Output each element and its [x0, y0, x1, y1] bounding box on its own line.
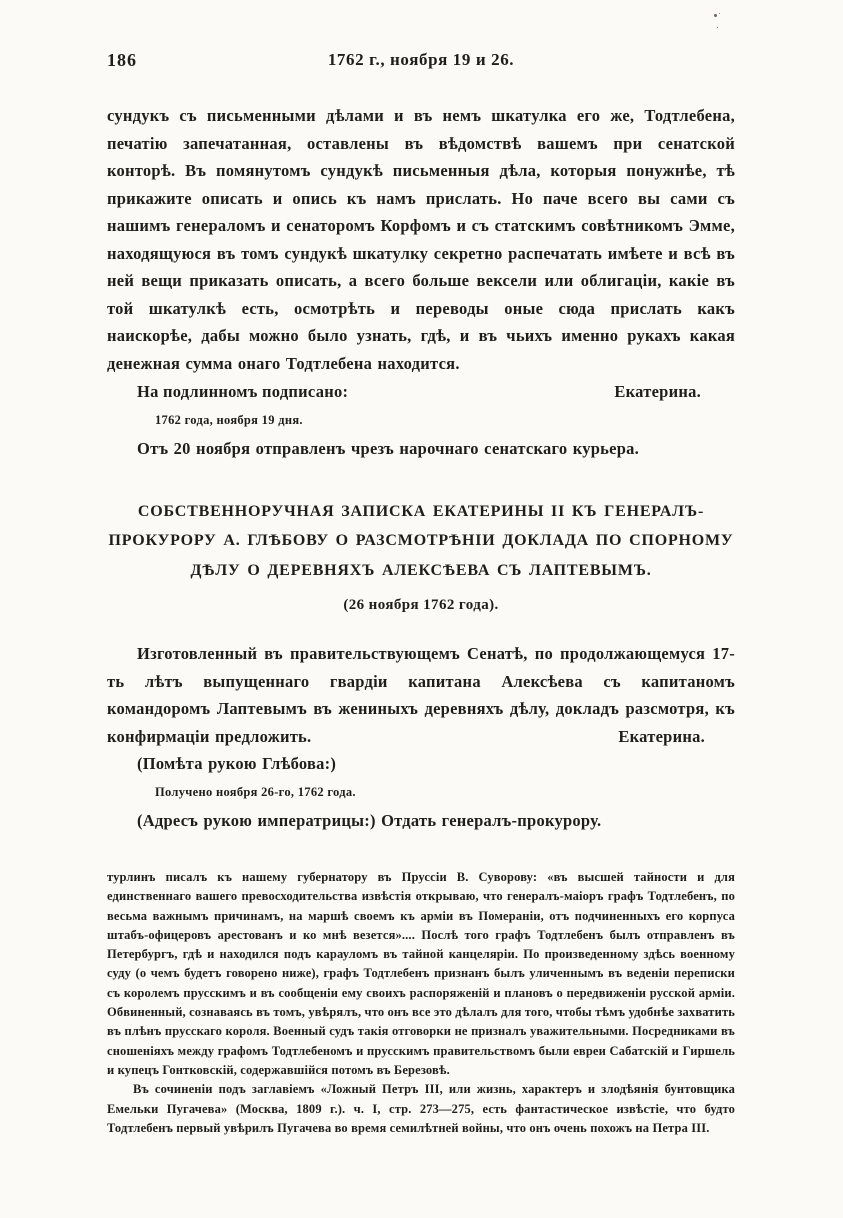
letter-body: сундукъ съ письменными дѣлами и въ немъ шкатулка его же, Тодтлебена, печатію запечатанная, оставлены въ вѣдомствѣ вашемъ при сенатской конторѣ. Въ помянутомъ сундукѣ письменныя дѣла, которыя понужнѣе, тѣ прикажите описать и опись къ намъ прислать. Но паче всего вы сами съ нашимъ генераломъ и сенаторомъ Корфомъ и съ статскимъ совѣтникомъ Эмме, находящуюся въ томъ сундукѣ шкатулку секретно распечатать имѣете и всѣ въ ней вещи приказать описать, а всего больше вексели или облигаціи, какіе въ той шкатулкѣ есть, осмотрѣть и переводы оные сюда прислать какъ наискорѣе, дабы можно было узнать, гдѣ, и въ чьихъ именно рукахъ какая денежная сумма онаго Тодтлебена находится. — [107, 106, 735, 373]
footnote-paragraph-2: Въ сочиненіи подъ заглавіемъ «Ложный Петръ III, или жизнь, характеръ и злодѣянія бунтовщика Емельки Пугачева» (Москва, 1809 г.). ч. I, стр. 273—275, есть фантастическое извѣстіе, что будто Тодтлебенъ первый увѣрилъ Пугачева во время семилѣтней войны, что онъ очень похожъ на Петра III. — [107, 1082, 735, 1135]
page-header — [107, 50, 735, 70]
letter-date-note: 1762 года, ноября 19 дня. — [155, 413, 303, 427]
signed-label: На подлинномъ подписано: — [137, 382, 349, 401]
note-body-text: Изготовленный въ правительствующемъ Сенатѣ, по продолжающемуся 17-ть лѣтъ выпущеннаго гвардіи капитана Алексѣева съ капитаномъ командоромъ Лаптевымъ въ жениныхъ деревняхъ дѣлу, докладъ разсмотря, къ конфирмаціи предложить. — [107, 644, 735, 746]
section-date-line: (26 ноября 1762 года). — [343, 597, 499, 613]
dispatch-note: Отъ 20 ноября отправленъ чрезъ нарочнаго сенатскаго курьера. — [137, 439, 639, 458]
note-body — [107, 640, 735, 750]
signature-line — [107, 377, 735, 406]
footnotes — [107, 868, 735, 1138]
page-number: 186 — [107, 50, 137, 70]
page-content — [107, 102, 735, 1138]
scan-artifact — [714, 14, 717, 17]
address-note: (Адресъ рукою императрицы:) Отдать генералъ-прокурору. — [137, 810, 602, 830]
footnote-paragraph-1: турлинъ писалъ къ нашему губернатору въ Пруссіи В. Суворову: «въ высшей тайности и для единственнаго вашего превосходительства извѣстія открываю, что генералъ-маіоръ графъ Тодтлебенъ, по весьма важнымъ причинамъ, на маршѣ своемъ къ арміи въ Помераніи, отъ подчиненныхъ его корпуса штабъ-офицеровъ арестованъ и ко мнѣ везется».... Послѣ того графъ Тодтлебенъ былъ отправленъ въ Петербургъ, гдѣ и находился подъ карауломъ въ тайной канцеляріи. По произведенному здѣсь военному суду (о чемъ будетъ говорено ниже), графъ Тодтлебенъ признанъ былъ уличеннымъ въ веденіи переписки съ королемъ прусскимъ и въ сообщеніи ему своихъ распоряженій и плановъ о передвиженіи русской арміи. Обвиненный, сознаваясь въ томъ, увѣрялъ, что онъ все это дѣлалъ для того, чтобы тѣмъ удобнѣе захватить въ плѣнъ прусскаго короля. Военный судъ такія отговорки не призналъ уважительными. Посредниками въ сношеніяхъ между графомъ Тодтлебеномъ и прусскимъ правительствомъ были евреи Сабатскій и Гиршель и купецъ Гонтковскій, содержавшійся потомъ въ Березовѣ. — [107, 870, 735, 1077]
section-heading: СОБСТВЕННОРУЧНАЯ ЗАПИСКА ЕКАТЕРИНЫ II КЪ ГЕНЕРАЛЪ-ПРОКУРОРУ А. ГЛѢБОВУ О РАЗСМОТРѢНІИ ДОКЛАДА ПО СПОРНОМУ ДѢЛУ О ДЕРЕВНЯХЪ АЛЕКСѢЕВА СЪ ЛАПТЕВЫМЪ. — [108, 502, 734, 579]
signature-ekaterina: Екатерина. — [614, 382, 701, 401]
running-title: 1762 г., ноября 19 и 26. — [327, 50, 515, 69]
signature-ekaterina-2: Екатерина. — [618, 726, 705, 746]
glebov-note-label: (Помѣта рукою Глѣбова:) — [137, 754, 337, 773]
received-note: Получено ноября 26-го, 1762 года. — [155, 784, 356, 799]
